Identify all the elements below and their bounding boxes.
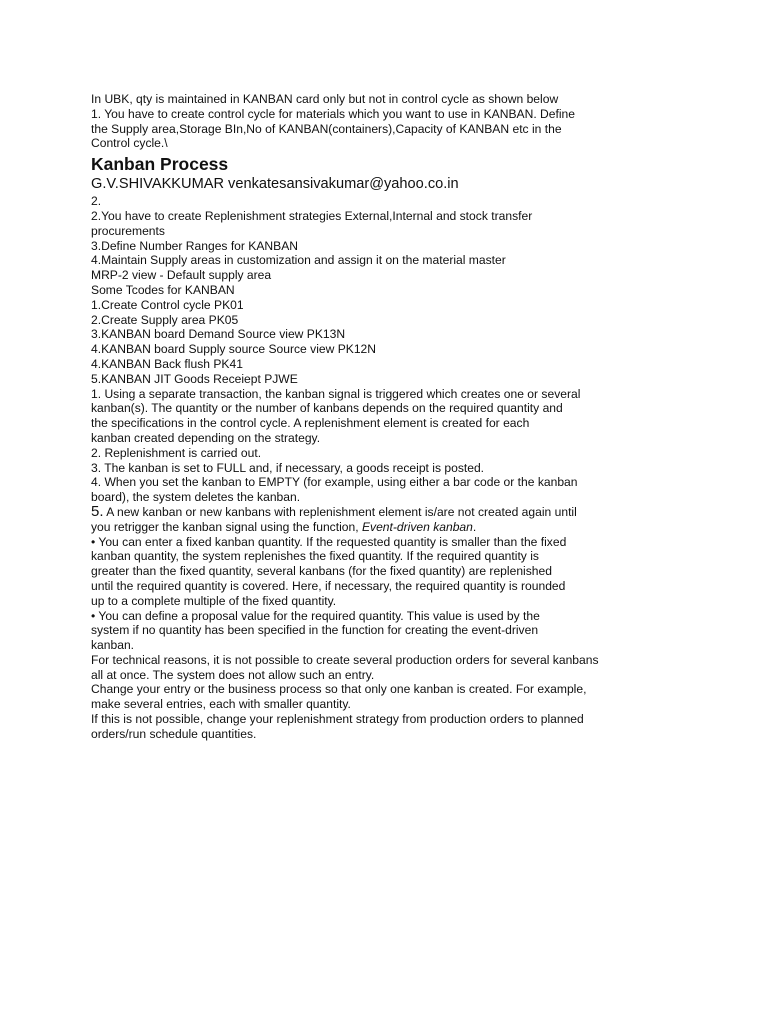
step-line: 4. When you set the kanban to EMPTY (for example, using either a bar code or the kanban xyxy=(91,475,578,490)
step-line: 2. Replenishment is carried out. xyxy=(91,445,262,460)
note-line: If this is not possible, change your replenishment strategy from production orders to planned xyxy=(91,712,584,727)
document-page xyxy=(91,92,731,742)
step-5-number: 5. xyxy=(91,502,104,520)
step-line: procurements xyxy=(91,223,165,238)
step-5-suffix: . xyxy=(472,519,477,534)
intro-line: 1. You have to create control cycle for materials which you want to use in KANBAN. Define xyxy=(91,106,575,121)
step-5-text: A new kanban or new kanbans with replenishment element is/are not created again until xyxy=(103,504,577,519)
step-5-prefix: you retrigger the kanban signal using the function, xyxy=(91,519,362,534)
event-driven-kanban-term: Event-driven kanban xyxy=(361,519,473,534)
step-5-line xyxy=(91,502,731,520)
step-line: 4.KANBAN board Supply source Source view PK12N xyxy=(91,342,377,357)
step-line: 1. Using a separate transaction, the kanban signal is triggered which creates one or several xyxy=(91,386,581,401)
step-5-section xyxy=(91,502,731,535)
step-line: kanban(s). The quantity or the number of kanbans depends on the required quantity and xyxy=(91,401,563,416)
step-line: 4.KANBAN Back flush PK41 xyxy=(91,356,243,371)
intro-section xyxy=(91,92,731,151)
steps-section xyxy=(91,194,731,505)
note-line: all at once. The system does not allow such an entry. xyxy=(91,667,375,682)
step-line: 4.Maintain Supply areas in customization and assign it on the material master xyxy=(91,253,506,268)
note-line: greater than the fixed quantity, several kanbans (for the fixed quantity) are replenished xyxy=(91,564,552,579)
step-line: 2. xyxy=(91,194,102,209)
step-line: 3. The kanban is set to FULL and, if necessary, a goods receipt is posted. xyxy=(91,460,485,475)
step-line: 2.Create Supply area PK05 xyxy=(91,312,239,327)
note-line: Change your entry or the business process so that only one kanban is created. For example, xyxy=(91,682,587,697)
note-line: system if no quantity has been specified in the function for creating the event-driven xyxy=(91,623,539,638)
note-line: • You can enter a fixed kanban quantity. If the requested quantity is smaller than the fixed xyxy=(91,534,567,549)
step-line: board), the system deletes the kanban. xyxy=(91,490,301,505)
step-line: 3.KANBAN board Demand Source view PK13N xyxy=(91,327,346,342)
step-line: kanban created depending on the strategy. xyxy=(91,430,321,445)
author-line: G.V.SHIVAKKUMAR venkatesansivakumar@yahoo.co.in xyxy=(91,176,459,193)
step-line: 3.Define Number Ranges for KANBAN xyxy=(91,238,299,253)
note-line: kanban. xyxy=(91,638,135,653)
step-5-line xyxy=(91,520,731,535)
step-line: MRP-2 view - Default supply area xyxy=(91,268,272,283)
note-line: until the required quantity is covered. Here, if necessary, the required quantity is rounded xyxy=(91,578,566,593)
note-line: For technical reasons, it is not possible to create several production orders for several kanbans xyxy=(91,652,599,667)
note-line: kanban quantity, the system replenishes the fixed quantity. If the required quantity is xyxy=(91,549,539,564)
intro-line: In UBK, qty is maintained in KANBAN card only but not in control cycle as shown below xyxy=(91,92,559,106)
intro-line: Control cycle.\ xyxy=(91,136,168,151)
step-line: 2.You have to create Replenishment strategies External,Internal and stock transfer xyxy=(91,208,533,223)
notes-section xyxy=(91,535,731,742)
document-heading: Kanban Process xyxy=(91,154,229,175)
note-line: make several entries, each with smaller quantity. xyxy=(91,697,351,712)
note-line: orders/run schedule quantities. xyxy=(91,726,257,741)
step-line: the specifications in the control cycle. A replenishment element is created for each xyxy=(91,416,530,431)
step-line: 1.Create Control cycle PK01 xyxy=(91,297,244,312)
step-line: 5.KANBAN JIT Goods Receiept PJWE xyxy=(91,371,298,386)
intro-line: the Supply area,Storage BIn,No of KANBAN(containers),Capacity of KANBAN etc in the xyxy=(91,121,562,136)
note-line: • You can define a proposal value for the required quantity. This value is used by the xyxy=(91,608,540,623)
step-line: Some Tcodes for KANBAN xyxy=(91,282,235,297)
note-line: up to a complete multiple of the fixed quantity. xyxy=(91,593,337,608)
